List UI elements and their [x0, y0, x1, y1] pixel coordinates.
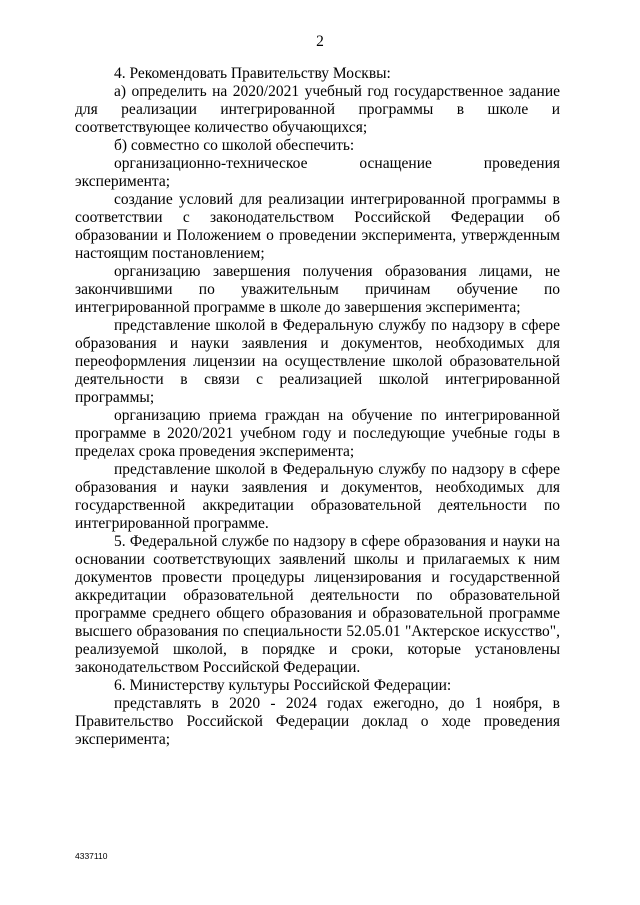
paragraph-subitem-b: б) совместно со школой обеспечить:	[114, 137, 355, 154]
paragraph-subitem-a: а) определить на 2020/2021 учебный год государственное задание для реализации интегрированной программы в школе и соответствующее количество обучающихся;	[75, 83, 560, 136]
paragraph-equipment: организационно-техническое оснащение проведения эксперимента;	[75, 155, 560, 190]
paragraph-admission: организацию приема граждан на обучение по интегрированной программе в 2020/2021 учебном году и последующие учебные годы в пределах срока проведения эксперимента;	[75, 407, 560, 460]
page-number: 2	[316, 33, 324, 50]
document-body	[75, 65, 560, 749]
paragraph-item-6: 6. Министерству культуры Российской Федерации:	[114, 677, 452, 694]
paragraph-completion: организацию завершения получения образования лицами, не закончившими по уважительным причинам обучение по интегрированной программе в школе до завершения эксперимента;	[75, 263, 560, 316]
paragraph-report: представлять в 2020 - 2024 годах ежегодно, до 1 ноября, в Правительство Российской Федерации доклад о ходе проведения эксперимента;	[75, 695, 560, 748]
document-id: 4337110	[75, 851, 108, 861]
paragraph-item-4: 4. Рекомендовать Правительству Москвы:	[114, 65, 391, 82]
paragraph-conditions: создание условий для реализации интегрированной программы в соответствии с законодательством Российской Федерации об образовании и Положением о проведении эксперимента, утвержденным настоящим постановлением;	[75, 191, 560, 262]
paragraph-license: представление школой в Федеральную службу по надзору в сфере образования и науки заявления и документов, необходимых для переоформления лицензии на осуществление школой образовательной деятельности в связи с реализацией школой интегрированной программы;	[75, 317, 560, 406]
paragraph-item-5: 5. Федеральной службе по надзору в сфере образования и науки на основании соответствующих заявлений школы и прилагаемых к ним документов провести процедуры лицензирования и государственной аккредитации образовательной деятельности по образовательной программе среднего общего образования и образовательной программе высшего образования по специальности 52.05.01 "Актерское искусство", реализуемой школой, в порядке и сроки, которые установлены законодательством Российской Федерации.	[75, 533, 560, 676]
paragraph-accreditation: представление школой в Федеральную службу по надзору в сфере образования и науки заявления и документов, необходимых для государственной аккредитации образовательной деятельности по интегрированной программе.	[75, 461, 560, 532]
